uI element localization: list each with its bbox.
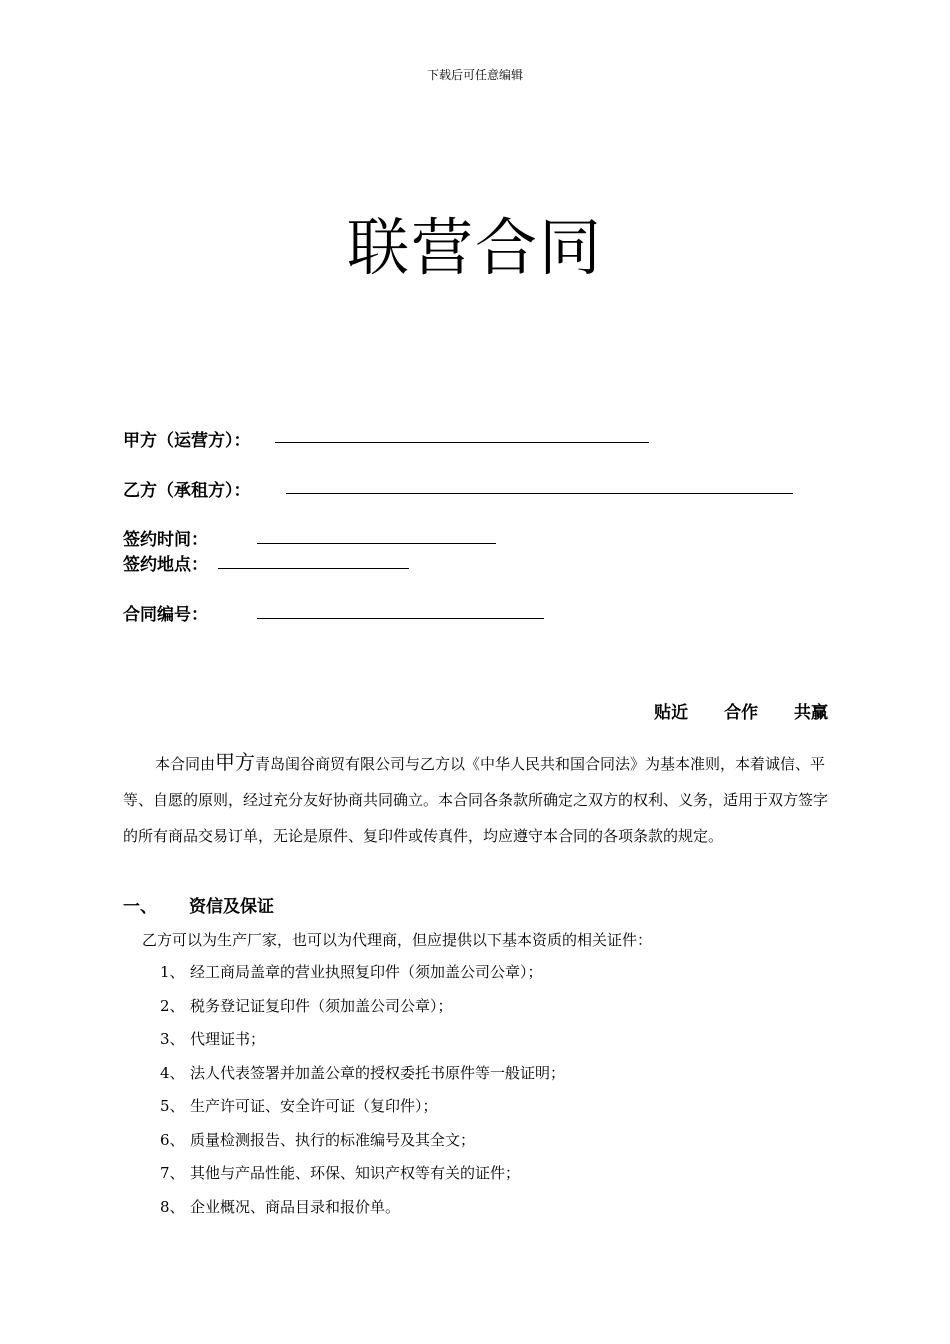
sign-place-label: 签约地点： bbox=[123, 555, 208, 575]
intro-party-a: 甲方 bbox=[215, 750, 256, 774]
list-item-text: 法人代表签署并加盖公章的授权委托书原件等一般证明； bbox=[190, 1063, 566, 1082]
intro-rest: 青岛闺谷商贸有限公司与乙方以《中华人民共和国合同法》为基本准则，本着诚信、平等、自愿的原则，经过充分友好协商共同确立。本合同各条款所确定之双方的权利、义务，适用于双方签字的所有商品交易订单，无论是原件、复印件或传真件，均应遵守本合同的各项条款的规定。 bbox=[123, 755, 829, 845]
slogan-word: 合作 bbox=[724, 703, 759, 723]
list-item-text: 质量检测报告、执行的标准编号及其全文； bbox=[190, 1130, 476, 1149]
list-item-number: 4、 bbox=[160, 1063, 185, 1082]
list-item-text: 生产许可证、安全许可证（复印件）； bbox=[190, 1097, 438, 1115]
list-item bbox=[160, 1023, 565, 1057]
list-item-number: 8、 bbox=[160, 1197, 185, 1216]
list-item bbox=[160, 1157, 565, 1191]
list-item-text: 经工商局盖章的营业执照复印件（须加盖公司公章）； bbox=[190, 963, 543, 981]
sign-time-blank-line[interactable] bbox=[257, 543, 496, 544]
list-item-number: 2、 bbox=[160, 996, 185, 1015]
header-note: 下载后可任意编辑 bbox=[426, 68, 523, 82]
intro-paragraph bbox=[123, 744, 829, 854]
party-b-label: 乙方（承租方）： bbox=[123, 481, 251, 501]
list-item-number: 3、 bbox=[160, 1030, 185, 1048]
page-title: 联营合同 bbox=[346, 211, 603, 284]
list-item-text: 税务登记证复印件（须加盖公司公章）； bbox=[190, 996, 453, 1015]
section-intro: 乙方可以为生产厂家，也可以为代理商，但应提供以下基本资质的相关证件： bbox=[142, 931, 653, 949]
slogan-word: 贴近 bbox=[654, 703, 689, 723]
section-heading bbox=[123, 892, 274, 917]
party-a-blank-line[interactable] bbox=[275, 442, 649, 443]
slogan bbox=[654, 698, 828, 723]
list-item-number: 5、 bbox=[160, 1097, 185, 1115]
sign-place-blank-line[interactable] bbox=[218, 568, 409, 569]
requirement-list bbox=[160, 956, 565, 1224]
contract-no-blank-line[interactable] bbox=[257, 618, 544, 619]
contract-no-label: 合同编号： bbox=[123, 605, 208, 625]
list-item-number: 1、 bbox=[160, 963, 185, 981]
list-item bbox=[160, 1057, 565, 1091]
list-item bbox=[160, 1191, 565, 1225]
section-title: 资信及保证 bbox=[189, 897, 274, 917]
list-item bbox=[160, 990, 565, 1024]
list-item-number: 7、 bbox=[160, 1164, 185, 1182]
party-b-blank-line[interactable] bbox=[286, 493, 793, 494]
section-number: 一、 bbox=[123, 897, 157, 917]
list-item bbox=[160, 1090, 565, 1124]
intro-lead: 本合同由 bbox=[155, 755, 216, 773]
party-a-label: 甲方（运营方）： bbox=[123, 431, 251, 451]
list-item-text: 其他与产品性能、环保、知识产权等有关的证件； bbox=[190, 1164, 521, 1182]
sign-time-label: 签约时间： bbox=[123, 530, 208, 550]
list-item-number: 6、 bbox=[160, 1130, 185, 1149]
list-item-text: 代理证书； bbox=[190, 1030, 266, 1048]
list-item bbox=[160, 956, 565, 990]
list-item-text: 企业概况、商品目录和报价单。 bbox=[190, 1197, 401, 1216]
list-item bbox=[160, 1124, 565, 1158]
slogan-word: 共赢 bbox=[794, 703, 828, 723]
